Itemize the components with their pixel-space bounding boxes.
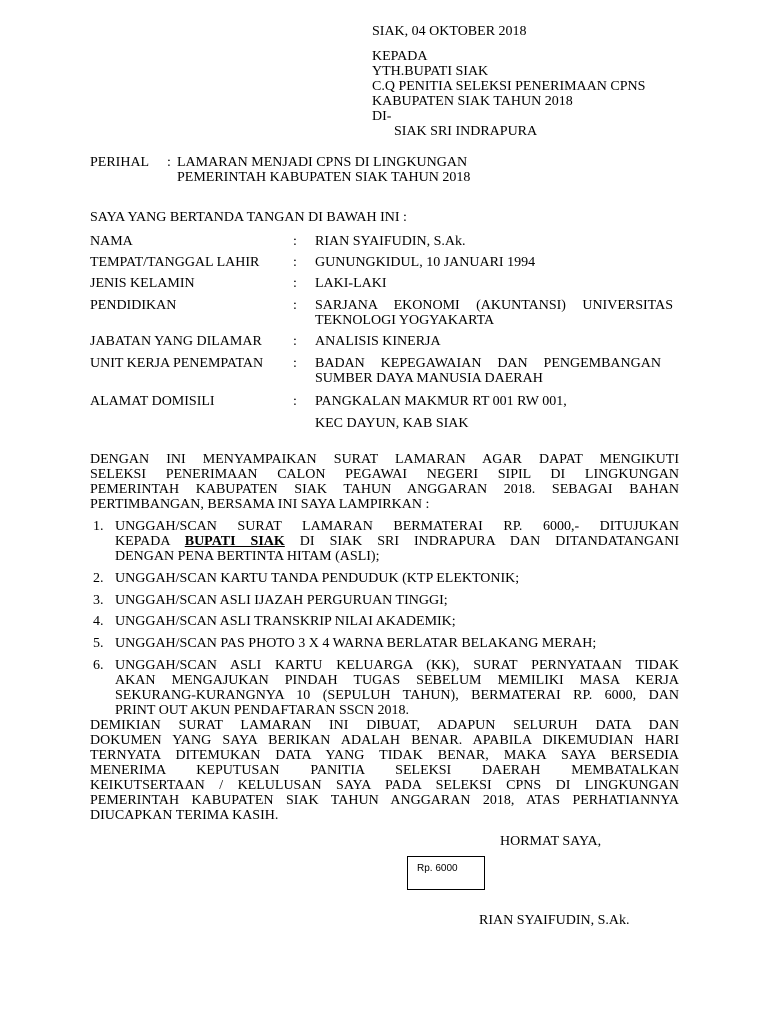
list-number: 6. [93, 658, 104, 673]
field-colon: : [293, 255, 297, 270]
list-item-line: UNGGAH/SCAN ASLI TRANSKRIP NILAI AKADEMIK; [115, 614, 456, 629]
intro-text: SAYA YANG BERTANDA TANGAN DI BAWAH INI : [90, 210, 407, 225]
field-colon: : [293, 394, 297, 409]
subject-colon: : [167, 155, 171, 170]
list-item-text: KEPADA [115, 534, 170, 549]
field-colon: : [293, 334, 297, 349]
list-item-line: UNGGAH/SCAN PAS PHOTO 3 X 4 WARNA BERLATAR BELAKANG MERAH; [115, 636, 597, 651]
field-value-unit: BADAN KEPEGAWAIAN DAN PENGEMBANGAN [315, 356, 661, 371]
field-label-position: JABATAN YANG DILAMAR [90, 334, 262, 349]
list-item-line: UNGGAH/SCAN ASLI KARTU KELUARGA (KK), SURAT PERNYATAAN TIDAK [115, 658, 679, 673]
field-label-unit: UNIT KERJA PENEMPATAN [90, 356, 264, 371]
subject-line: LAMARAN MENJADI CPNS DI LINGKUNGAN [177, 155, 468, 170]
list-item-line: DENGAN PENA BERTINTA HITAM (ASLI); [115, 549, 380, 564]
field-value-position: ANALISIS KINERJA [315, 334, 441, 349]
list-item-line: PRINT OUT AKUN PENDAFTARAN SSCN 2018. [115, 703, 409, 718]
list-item-line: UNGGAH/SCAN SURAT LAMARAN BERMATERAI RP. 6000,- DITUJUKAN [115, 519, 679, 534]
field-label-nama: NAMA [90, 234, 133, 249]
field-colon: : [293, 276, 297, 291]
paragraph-line: PEMERINTAH KABUPATEN SIAK TAHUN ANGGARAN 2018, ATAS PERHATIANNYA [90, 793, 679, 808]
paragraph-line: DOKUMEN YANG SAYA BERIKAN ADALAH BENAR. APABILA DIKEMUDIAN HARI [90, 733, 679, 748]
list-number: 1. [93, 519, 104, 534]
field-value-unit: SUMBER DAYA MANUSIA DAERAH [315, 371, 543, 386]
field-colon: : [293, 298, 297, 313]
field-value-education: TEKNOLOGI YOGYAKARTA [315, 313, 495, 328]
field-label-education: PENDIDIKAN [90, 298, 177, 313]
recipient-line: DI- [372, 109, 392, 124]
signature-name: RIAN SYAIFUDIN, S.Ak. [479, 913, 630, 928]
paragraph-line: DENGAN INI MENYAMPAIKAN SURAT LAMARAN AGAR DAPAT MENGIKUTI [90, 452, 679, 467]
paragraph-line: KEIKUTSERTAAN / KELULUSAN SAYA PADA SELEKSI CPNS DI LINGKUNGAN [90, 778, 679, 793]
recipient-line: C.Q PENITIA SELEKSI PENERIMAAN CPNS [372, 79, 646, 94]
paragraph-line: TERNYATA DITEMUKAN DATA YANG TIDAK BENAR, MAKA SAYA BERSEDIA [90, 748, 679, 763]
field-label-address: ALAMAT DOMISILI [90, 394, 215, 409]
stamp-label: Rp. 6000 [417, 863, 458, 874]
list-number: 2. [93, 571, 104, 586]
field-colon: : [293, 234, 297, 249]
field-value-address: KEC DAYUN, KAB SIAK [315, 416, 469, 431]
list-item-line: UNGGAH/SCAN KARTU TANDA PENDUDUK (KTP ELEKTONIK; [115, 571, 520, 586]
paragraph-line: PERTIMBANGAN, BERSAMA INI SAYA LAMPIRKAN : [90, 497, 430, 512]
stamp-box [407, 856, 485, 890]
list-item-text: DI SIAK SRI INDRAPURA DAN DITANDATANGANI [299, 534, 679, 549]
paragraph-line: DEMIKIAN SURAT LAMARAN INI DIBUAT, ADAPUN SELURUH DATA DAN [90, 718, 679, 733]
field-value-gender: LAKI-LAKI [315, 276, 387, 291]
paragraph-line: MENERIMA KEPUTUSAN PANITIA SELEKSI DAERAH MEMBATALKAN [90, 763, 679, 778]
subject-line: PEMERINTAH KABUPATEN SIAK TAHUN 2018 [177, 170, 471, 185]
field-label-gender: JENIS KELAMIN [90, 276, 195, 291]
paragraph-line: SELEKSI PENERIMAAN CALON PEGAWAI NEGERI SIPIL DI LINGKUNGAN [90, 467, 679, 482]
list-item-line: AKAN MENGAJUKAN PINDAH TUGAS SEBELUM MEMILIKI MASA KERJA [115, 673, 679, 688]
field-value-address: PANGKALAN MAKMUR RT 001 RW 001, [315, 394, 567, 409]
list-number: 3. [93, 593, 104, 608]
field-value-ttl: GUNUNGKIDUL, 10 JANUARI 1994 [315, 255, 536, 270]
field-value-education: SARJANA EKONOMI (AKUNTANSI) UNIVERSITAS [315, 298, 673, 313]
field-colon: : [293, 356, 297, 371]
list-number: 5. [93, 636, 104, 651]
paragraph-line: DIUCAPKAN TERIMA KASIH. [90, 808, 279, 823]
list-item-emphasis: BUPATI SIAK [184, 534, 285, 549]
recipient-line: YTH.BUPATI SIAK [372, 64, 489, 79]
list-item-line: UNGGAH/SCAN ASLI IJAZAH PERGURUAN TINGGI; [115, 593, 448, 608]
recipient-line: KEPADA [372, 49, 428, 64]
field-label-ttl: TEMPAT/TANGGAL LAHIR [90, 255, 260, 270]
list-item-line: SEKURANG-KURANGNYA 10 (SEPULUH TAHUN), BERMATERAI RP. 6000, DAN [115, 688, 679, 703]
recipient-line: KABUPATEN SIAK TAHUN 2018 [372, 94, 573, 109]
subject-label: PERIHAL [90, 155, 150, 170]
recipient-city: SIAK SRI INDRAPURA [394, 124, 538, 139]
letter-date: SIAK, 04 OKTOBER 2018 [372, 24, 527, 39]
list-item-line [115, 534, 679, 549]
closing-text: HORMAT SAYA, [500, 834, 602, 849]
list-number: 4. [93, 614, 104, 629]
paragraph-line: PEMERINTAH KABUPATEN SIAK TAHUN ANGGARAN 2018. SEBAGAI BAHAN [90, 482, 679, 497]
field-value-nama: RIAN SYAIFUDIN, S.Ak. [315, 234, 466, 249]
